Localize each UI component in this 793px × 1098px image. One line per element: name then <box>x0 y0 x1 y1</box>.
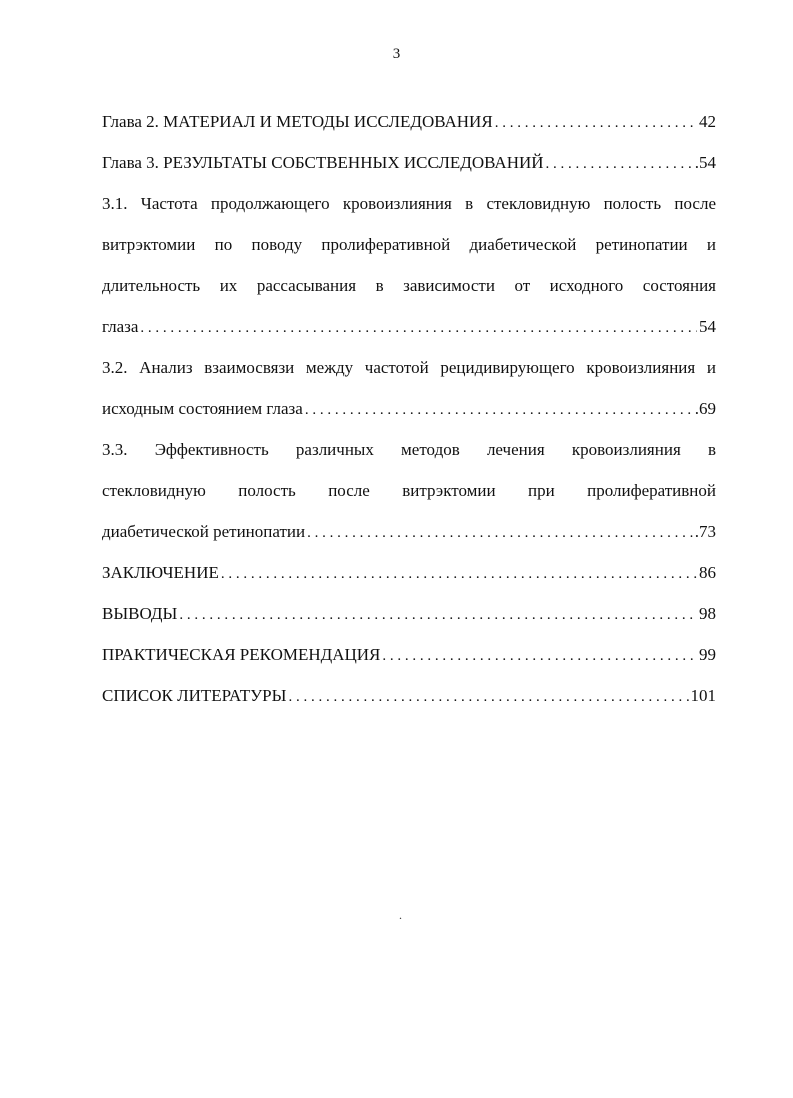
toc-entry-line: витрэктомии по поводу пролиферативной диабетической ретинопатии и <box>102 235 716 254</box>
toc-entry-line: длительность их рассасывания в зависимости от исходного состояния <box>102 276 716 295</box>
toc-entry-page: 54 <box>699 317 716 336</box>
toc-entry-title: Глава 2. МАТЕРИАЛ И МЕТОДЫ ИССЛЕДОВАНИЯ <box>102 112 493 131</box>
dot-leader <box>303 390 693 431</box>
toc-entry-findings[interactable] <box>102 593 716 634</box>
toc-entry-title: СПИСОК ЛИТЕРАТУРЫ <box>102 686 287 705</box>
footer-mark: . <box>399 908 402 922</box>
page-number: 3 <box>392 46 401 62</box>
toc-entry-title: исходным состоянием глаза <box>102 399 303 418</box>
toc-entry-title: глаза <box>102 317 139 336</box>
toc-entry-title: диабетической ретинопатии <box>102 522 306 541</box>
toc-entry-page: 42 <box>699 112 716 131</box>
toc-entry-page: 86 <box>699 563 716 582</box>
toc-entry-line: 3.2. Анализ взаимосвязи между частотой рецидивирующего кровоизлияния и <box>102 358 716 377</box>
dot-leader <box>138 308 697 349</box>
toc-entry-title: ПРАКТИЧЕСКАЯ РЕКОМЕНДАЦИЯ <box>102 645 381 664</box>
toc-entry-title: ВЫВОДЫ <box>102 604 178 623</box>
dot-leader <box>305 513 693 554</box>
toc-entry-title: Глава 3. РЕЗУЛЬТАТЫ СОБСТВЕННЫХ ИССЛЕДОВАНИЙ <box>102 153 544 172</box>
toc-entry-line: 3.1. Частота продолжающего кровоизлияния в стекловидную полость после <box>102 194 716 213</box>
toc-entry-chapter-2[interactable] <box>102 101 716 142</box>
toc-entry-references[interactable] <box>102 675 716 716</box>
dot-leader <box>493 103 697 144</box>
dot-leader <box>544 144 693 185</box>
toc-entry-title: ЗАКЛЮЧЕНИЕ <box>102 563 219 582</box>
toc-entry-section-3-3[interactable] <box>102 429 716 552</box>
toc-entry-page: .73 <box>694 522 716 541</box>
toc-entry-last-line <box>102 306 716 347</box>
toc-entry-last-line <box>102 511 716 552</box>
toc-entry-page: 98 <box>699 604 716 623</box>
dot-leader <box>219 554 697 595</box>
toc-entry-page: 99 <box>699 645 716 664</box>
toc-entry-chapter-3[interactable] <box>102 142 716 183</box>
toc-entry-last-line <box>102 388 716 429</box>
toc-entry-line: стекловидную полость после витрэктомии при пролиферативной <box>102 481 716 500</box>
toc-entry-section-3-1[interactable] <box>102 183 716 347</box>
toc-entry-recommendation[interactable] <box>102 634 716 675</box>
toc-entry-section-3-2[interactable] <box>102 347 716 429</box>
toc-entry-page: .54 <box>694 153 716 172</box>
dot-leader <box>177 595 697 636</box>
toc-entry-page: 101 <box>690 686 716 705</box>
table-of-contents <box>102 101 716 716</box>
dot-leader <box>286 677 688 718</box>
toc-entry-conclusion[interactable] <box>102 552 716 593</box>
toc-entry-page: .69 <box>694 399 716 418</box>
toc-entry-line: 3.3. Эффективность различных методов лечения кровоизлияния в <box>102 440 716 459</box>
dot-leader <box>380 636 697 677</box>
